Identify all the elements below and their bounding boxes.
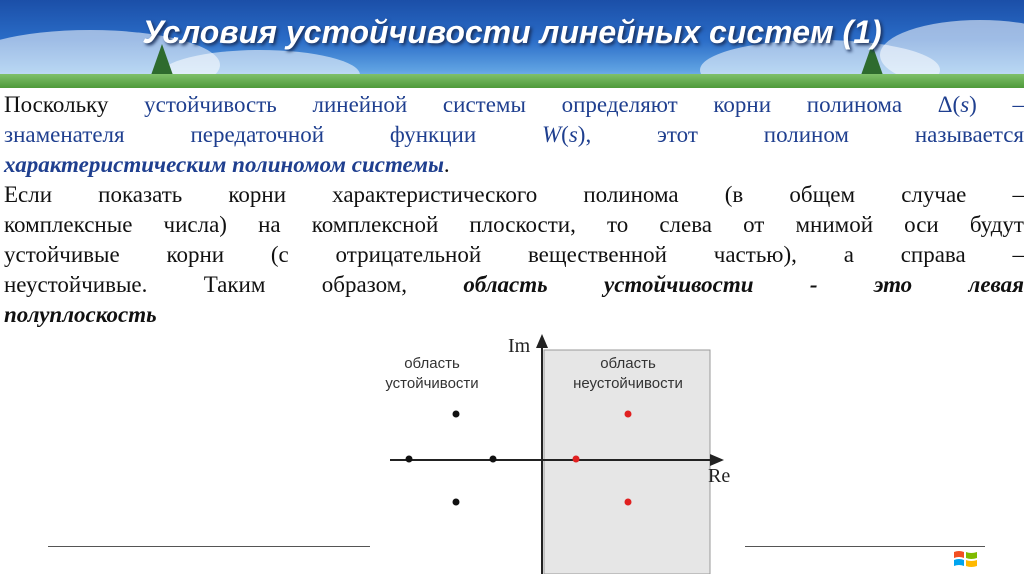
axis-re-label: Re bbox=[708, 465, 731, 487]
unstable-root-point bbox=[625, 499, 632, 506]
stable-region-label-2: устойчивости bbox=[385, 375, 479, 392]
variable-s: s bbox=[960, 92, 970, 117]
text-run: устойчивость линейной системы определяют корни полинома Δ( bbox=[144, 92, 961, 117]
footer-divider-right bbox=[745, 546, 985, 547]
variable-w: W bbox=[541, 122, 562, 147]
paragraph-1-line-1 bbox=[4, 90, 1024, 120]
stable-region-label-1: область bbox=[404, 355, 460, 372]
unstable-root-point bbox=[625, 411, 632, 418]
stable-root-point bbox=[406, 456, 413, 463]
text-run: неустойчивые. Таким образом, bbox=[4, 272, 464, 297]
paragraph-2-line-1: Если показать корни характеристического полинома (в общем случае – bbox=[4, 182, 1024, 207]
unstable-root-point bbox=[573, 456, 580, 463]
paragraph-2-line-5 bbox=[4, 300, 1024, 330]
slide-header bbox=[0, 0, 1024, 88]
unstable-region-label-1: область bbox=[600, 355, 656, 372]
stable-root-point bbox=[453, 499, 460, 506]
axis-im-label: Im bbox=[508, 335, 531, 357]
text-run: ), этот полином называется bbox=[577, 122, 1024, 147]
text-run: знаменателя передаточной функции bbox=[4, 122, 542, 147]
paragraph-2-line-2: комплексные числа) на комплексной плоскости, то слева от мнимой оси будут bbox=[4, 212, 1024, 237]
unstable-region-label-2: неустойчивости bbox=[573, 375, 683, 392]
paragraph-2-line-3: устойчивые корни (с отрицательной вещественной частью), а справа – bbox=[4, 242, 1024, 267]
windows-logo-icon bbox=[952, 548, 980, 570]
slide-title: Условия устойчивости линейных систем (1) bbox=[142, 14, 882, 50]
text-run: Поскольку bbox=[4, 92, 145, 117]
text-run: . bbox=[443, 152, 450, 177]
stable-root-point bbox=[453, 411, 460, 418]
footer-divider-left bbox=[48, 546, 370, 547]
paragraph-2-line-4 bbox=[4, 270, 1024, 300]
paragraph-1-line-2 bbox=[4, 120, 1024, 150]
text-run: ) – bbox=[969, 92, 1024, 117]
text-run bbox=[144, 92, 1024, 117]
complex-plane-diagram bbox=[360, 330, 750, 574]
paragraph-1-line-3 bbox=[4, 150, 1024, 180]
imaginary-axis-arrow bbox=[536, 334, 548, 348]
stable-root-point bbox=[490, 456, 497, 463]
text-run: ( bbox=[561, 122, 569, 147]
slide-body bbox=[4, 90, 1024, 330]
variable-s: s bbox=[568, 122, 578, 147]
grass-strip bbox=[0, 74, 1024, 88]
key-term: область устойчивости - это левая bbox=[463, 272, 1024, 297]
key-term: полуплоскость bbox=[4, 302, 157, 327]
key-term: характеристическим полиномом системы bbox=[4, 152, 444, 177]
